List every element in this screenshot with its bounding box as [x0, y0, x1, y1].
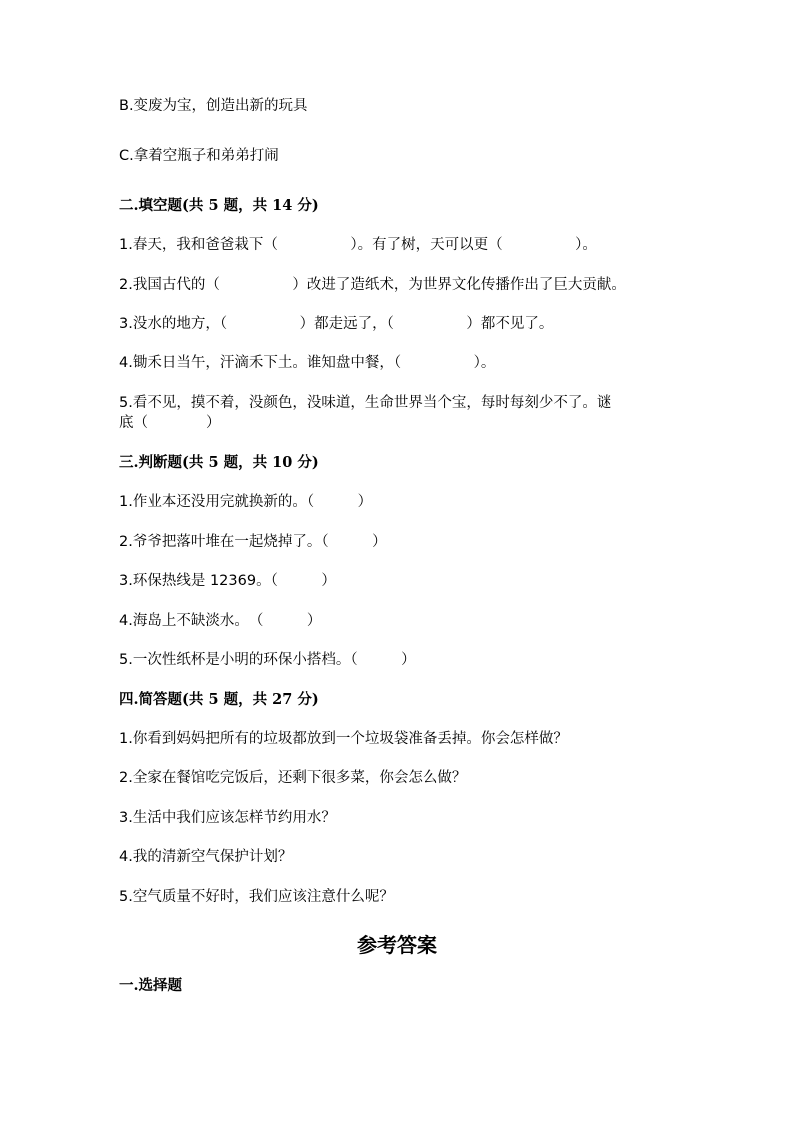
judge-question-3: 3.环保热线是 12369。（ ）	[119, 573, 336, 589]
fill-question-3: 3.没水的地方，（ ）都走远了，（ ）都不见了。	[119, 316, 554, 332]
section4-heading: 四.简答题(共 5 题，共 27 分)	[119, 691, 319, 708]
option-b: B.变废为宝，创造出新的玩具	[119, 98, 308, 114]
section3-heading: 三.判断题(共 5 题，共 10 分)	[119, 454, 319, 471]
judge-question-2: 2.爷爷把落叶堆在一起烧掉了。（ ）	[119, 534, 387, 550]
short-question-4: 4.我的清新空气保护计划？	[119, 849, 293, 865]
short-question-5: 5.空气质量不好时，我们应该注意什么呢？	[119, 889, 394, 905]
fill-question-2: 2.我国古代的（ ）改进了造纸术，为世界文化传播作出了巨大贡献。	[119, 277, 626, 293]
short-question-3: 3.生活中我们应该怎样节约用水？	[119, 810, 336, 826]
judge-question-1: 1.作业本还没用完就换新的。（ ）	[119, 494, 373, 510]
fill-question-5-line1: 5.看不见，摸不着，没颜色，没味道，生命世界当个宝，每时每刻少不了。谜	[119, 395, 612, 411]
short-question-2: 2.全家在餐馆吃完饭后，还剩下很多菜，你会怎么做？	[119, 770, 467, 786]
answers-section1-heading: 一.选择题	[119, 977, 183, 994]
fill-question-1: 1.春天，我和爸爸栽下（ ）。有了树，天可以更（ ）。	[119, 237, 597, 253]
fill-question-5-line2: 底（ ）	[119, 415, 221, 431]
fill-question-4: 4.锄禾日当午，汗滴禾下土。谁知盘中餐，（ ）。	[119, 355, 496, 371]
judge-question-4: 4.海岛上不缺淡水。 （ ）	[119, 613, 322, 629]
section2-heading: 二.填空题(共 5 题，共 14 分)	[119, 197, 319, 214]
judge-question-5: 5.一次性纸杯是小明的环保小搭档。（ ）	[119, 652, 416, 668]
answers-title: 参考答案	[357, 933, 437, 957]
short-question-1: 1.你看到妈妈把所有的垃圾都放到一个垃圾袋准备丢掉。你会怎样做？	[119, 731, 568, 747]
option-c: C.拿着空瓶子和弟弟打闹	[119, 148, 279, 164]
